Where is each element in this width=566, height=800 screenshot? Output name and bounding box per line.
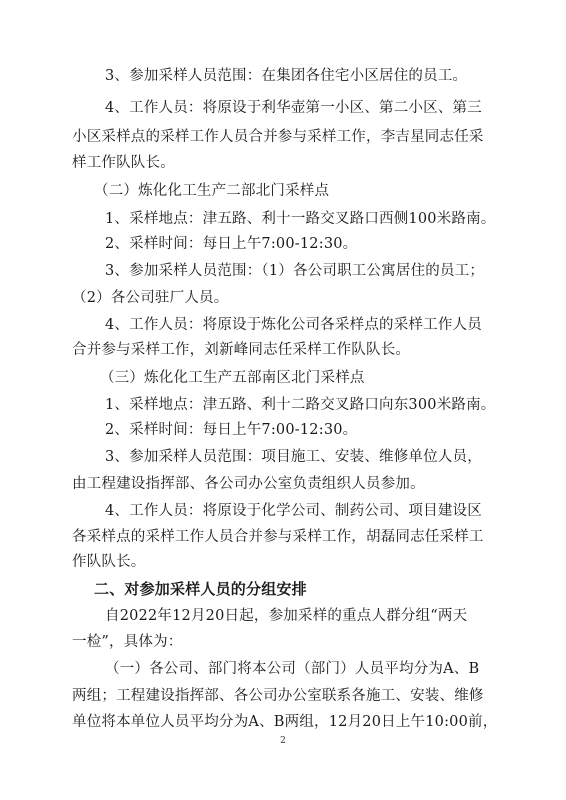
- text-line: 4、工作人员：将原设于化学公司、制药公司、项目建设区: [105, 503, 482, 519]
- text-line: 自2022年12月20日起，参加采样的重点人群分组“两天: [105, 608, 468, 624]
- text-line: （2）各公司驻厂人员。: [72, 290, 229, 306]
- text-line: 一检”，具体为：: [72, 634, 183, 650]
- text-line: 样工作队队长。: [72, 155, 175, 171]
- text-line: 合并参与采样工作，刘新峰同志任采样工作队队长。: [72, 342, 411, 358]
- text-line: （一）各公司、部门将本公司（部门）人员平均分为A、B: [105, 661, 480, 677]
- section-heading: （三）炼化化工生产五部南区北门采样点: [100, 370, 365, 386]
- text-line: 由工程建设指挥部、各公司办公室负责组织人员参加。: [72, 476, 425, 492]
- text-line: 4、工作人员：将原设于利华壶第一小区、第二小区、第三: [105, 100, 482, 116]
- text-line: 3、参加采样人员范围：（1）各公司职工公寓居住的员工；: [105, 263, 485, 279]
- page-number: 2: [280, 736, 286, 746]
- text-line: 1、采样地点：津五路、利十二路交叉路口向东300米路南。: [105, 397, 496, 413]
- text-line: 4、工作人员：将原设于炼化公司各采样点的采样工作人员: [105, 317, 482, 333]
- text-line: 3、参加采样人员范围：在集团各住宅小区居住的员工。: [105, 68, 468, 84]
- chapter-heading: 二、对参加采样人员的分组安排: [94, 580, 307, 598]
- section-heading: （二）炼化化工生产二部北门采样点: [94, 183, 330, 199]
- text-line: 小区采样点的采样工作人员合并参与采样工作，李吉星同志任采: [72, 129, 484, 145]
- text-line: 单位将本单位人员平均分为A、B两组，12月20日上午10:00前，: [72, 714, 498, 730]
- text-line: 2、采样时间：每日上午7:00-12:30。: [105, 236, 358, 252]
- text-line: 作队队长。: [72, 554, 146, 570]
- text-line: 两组；工程建设指挥部、各公司办公室联系各施工、安装、维修: [72, 688, 484, 704]
- text-line: 各采样点的采样工作人员合并参与采样工作，胡磊同志任采样工: [72, 529, 484, 545]
- text-line: 3、参加采样人员范围：项目施工、安装、维修单位人员，: [105, 449, 482, 465]
- text-line: 2、采样时间：每日上午7:00-12:30。: [105, 422, 358, 438]
- text-line: 1、采样地点：津五路、利十一路交叉路口西侧100米路南。: [105, 211, 496, 227]
